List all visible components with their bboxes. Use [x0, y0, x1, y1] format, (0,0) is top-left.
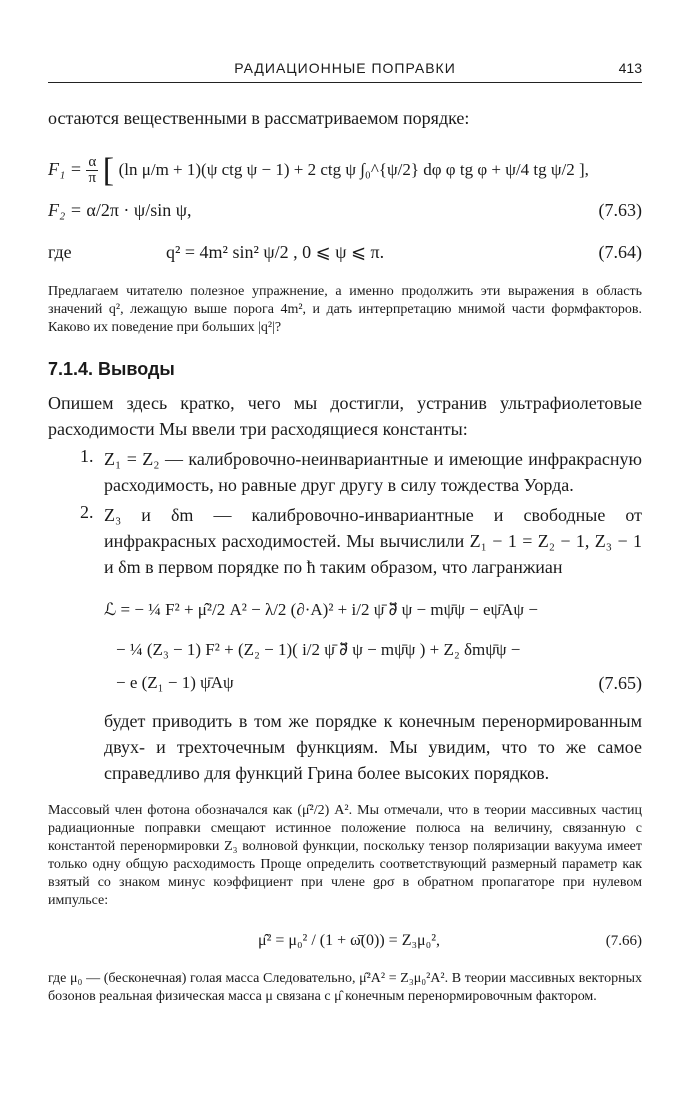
list-item-text: Z₁ = Z₂ — калибровочно-неинвариантные и имеющие инфракрасную расходимость, но равные друг другу в силу тождества Уорда.: [104, 449, 642, 495]
lagrangian-line-2: − ¼ (Z₃ − 1) F² + (Z₂ − 1)( i/2 ψ̄ ∂⃡ ψ − mψ̄ψ ) + Z₂ δmψ̄ψ −: [116, 640, 521, 659]
equation-f1: F₁ = $\frac{\alpha}{\pi}$ [ (ln μ/m + 1)(ψ ctg ψ − 1) + 2 ctg ψ ∫₀^{ψ/2} dφ φ tg φ + ψ/4 tg ψ/2 ],: [48, 151, 589, 189]
running-title: РАДИАЦИОННЫЕ ПОПРАВКИ: [234, 60, 456, 76]
f1-body: (ln μ/m + 1)(ψ ctg ψ − 1) + 2 ctg ψ ∫₀^{ψ/2} dφ φ tg φ + ψ/4 tg ψ/2 ],: [118, 160, 589, 179]
lagrangian-block: [48, 590, 642, 702]
paragraph-2-wrap: [48, 708, 642, 786]
equation-f2: [48, 197, 642, 227]
where-word: где: [48, 242, 72, 262]
lagrangian-line-3-text: − e (Z₁ − 1) ψ̄Aψ: [116, 673, 234, 692]
page-number: 413: [618, 60, 642, 76]
f2-body: α/2π · ψ/sin ψ,: [86, 200, 192, 220]
running-header: [48, 56, 642, 83]
exercise-note: Предлагаем читателю полезное упражнение, а именно продолжить эти выражения в область значений q², лежащую выше порога 4m², и дать интерпретацию мнимой части формфакторов. Каково их поведение при больших |q²|?: [48, 284, 642, 335]
list-item: [48, 446, 642, 498]
lagrangian-line-1: ℒ = − ¼ F² + μ̂²/2 A² − λ/2 (∂·A)² + i/2 ψ̄ ∂⃡ ψ − mψ̄ψ − eψ̄Aψ −: [104, 600, 538, 619]
equation-7-66: [48, 920, 642, 962]
intro-line: остаются вещественными в рассматриваемом порядке:: [48, 108, 470, 128]
equation-number-7-66: (7.66): [605, 933, 642, 949]
equation-number-7-64: (7.64): [598, 242, 642, 262]
f2-lhs: F₂ =: [48, 200, 87, 220]
equation-q2: [48, 239, 642, 269]
paragraph-2: будет приводить в том же порядке к конечным перенормированным двух- и трехточечным функциям. Мы увидим, что то же самое справедливо для функций Грина более высоких порядков.: [104, 711, 642, 783]
page: [48, 56, 642, 1006]
bare-mass-note: где μ₀ — (бесконечная) голая масса Следовательно, μ̂²A² = Z₃μ₀²A². В теории массивных векторных бозонов реальная физическая масса μ связана с μ̂ конечным перенормировочным фактором.: [48, 971, 642, 1004]
q2-body: q² = 4m² sin² ψ/2 , 0 ⩽ ψ ⩽ π.: [166, 242, 385, 262]
eq66-body: μ̂² = μ₀² / (1 + ω̄(0)) = Z₃μ₀²,: [258, 932, 440, 949]
list-item-number: 2.: [80, 502, 94, 522]
f1-alpha-over-pi: $\frac{\alpha}{\pi}$: [88, 154, 97, 187]
conclusions-paragraph: Опишем здесь кратко, чего мы достигли, устранив ультрафиолетовые расходимости Мы ввели три расходящиеся константы:: [48, 393, 642, 439]
equation-number-7-65: (7.65): [598, 673, 642, 693]
equation-number-7-63: (7.63): [598, 200, 642, 220]
list-item-text: Z₃ и δm — калибровочно-инвариантные и свободные от инфракрасных расходимостей. Мы вычислили Z₁ − 1 = Z₂ − 1, Z₃ − 1 и δm в первом порядке по ħ таким образом, что лагранжиан: [104, 505, 642, 577]
mass-note: Массовый член фотона обозначался как (μ̂²/2) A². Мы отмечали, что в теории массивных частиц радиационные поправки смещают истинное положение полюса на величину, связанную с константой перенормировки Z₃ волновой функции, поскольку тензор поляризации вакуума имеет только одну общую расходимость Проще определить соответствующий размерный параметр как взятый со знаком минус коэффициент при члене gρσ в обратном пропагаторе при нулевом импульсе:: [48, 803, 642, 908]
list-item: [48, 502, 642, 580]
f1-lhs: F₁ =: [48, 159, 87, 179]
list-item-number: 1.: [80, 446, 94, 466]
section-title: 7.1.4. Выводы: [48, 359, 175, 379]
lagrangian-line-3: [104, 670, 642, 702]
